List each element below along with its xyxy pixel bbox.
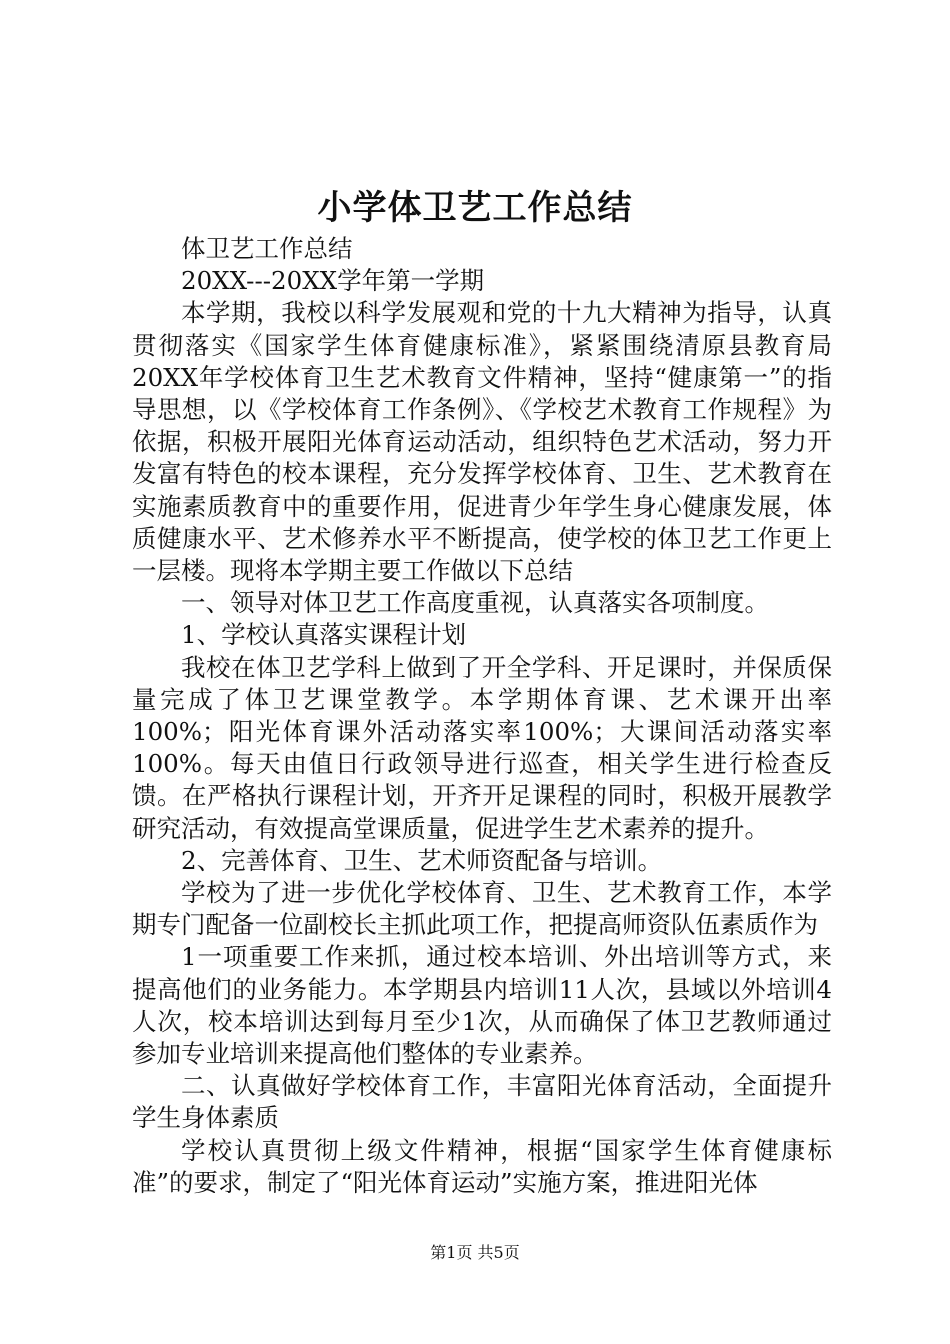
page-footer: 第1页 共5页 <box>430 1243 520 1262</box>
paragraph: 20XX---20XX学年第一学期 <box>181 266 485 296</box>
paragraph: 学校为了进一步优化学校体育、卫生、艺术教育工作，本学期专门配备一位副校长主抓此项工作，把提高师资队伍素质作为 <box>132 878 832 940</box>
paragraph: 1一项重要工作来抓，通过校本培训、外出培训等方式，来提高他们的业务能力。本学期县内培训11人次，县域以外培训4人次，校本培训达到每月至少1次，从而确保了体卫艺教师通过参加专业培训来提高他们整体的专业素养。 <box>132 942 832 1069</box>
paragraph: 一、领导对体卫艺工作高度重视，认真落实各项制度。 <box>181 588 769 618</box>
document-title: 小学体卫艺工作总结 <box>317 188 633 228</box>
paragraph: 1、学校认真落实课程计划 <box>181 620 467 650</box>
paragraph: 体卫艺工作总结 <box>181 234 353 263</box>
paragraph: 二、认真做好学校体育工作，丰富阳光体育活动，全面提升学生身体素质 <box>132 1071 832 1133</box>
paragraph: 我校在体卫艺学科上做到了开全学科、开足课时，并保质保量完成了体卫艺课堂教学。本学期体育课、艺术课开出率100%；阳光体育课外活动落实率100%；大课间活动落实率100%。每天由值日行政领导进行巡查，相关学生进行检查反馈。在严格执行课程计划，开齐开足课程的同时，积极开展教学研究活动，有效提高堂课质量，促进学生艺术素养的提升。 <box>132 652 832 843</box>
document-body <box>132 233 832 1199</box>
paragraph: 2、完善体育、卫生、艺术师资配备与培训。 <box>181 845 663 875</box>
paragraph: 学校认真贯彻上级文件精神，根据“国家学生体育健康标准”的要求，制定了“阳光体育运动”实施方案，推进阳光体 <box>132 1135 832 1197</box>
paragraph: 本学期，我校以科学发展观和党的十九大精神为指导，认真贯彻落实《国家学生体育健康标准》，紧紧围绕清原县教育局20XX年学校体育卫生艺术教育文件精神，坚持“健康第一”的指导思想，以《学校体育工作条例》、《学校艺术教育工作规程》为依据，积极开展阳光体育运动活动，组织特色艺术活动，努力开发富有特色的校本课程，充分发挥学校体育、卫生、艺术教育在实施素质教育中的重要作用，促进青少年学生身心健康发展，体质健康水平、艺术修养水平不断提高，使学校的体卫艺工作更上一层楼。现将本学期主要工作做以下总结 <box>132 298 832 586</box>
